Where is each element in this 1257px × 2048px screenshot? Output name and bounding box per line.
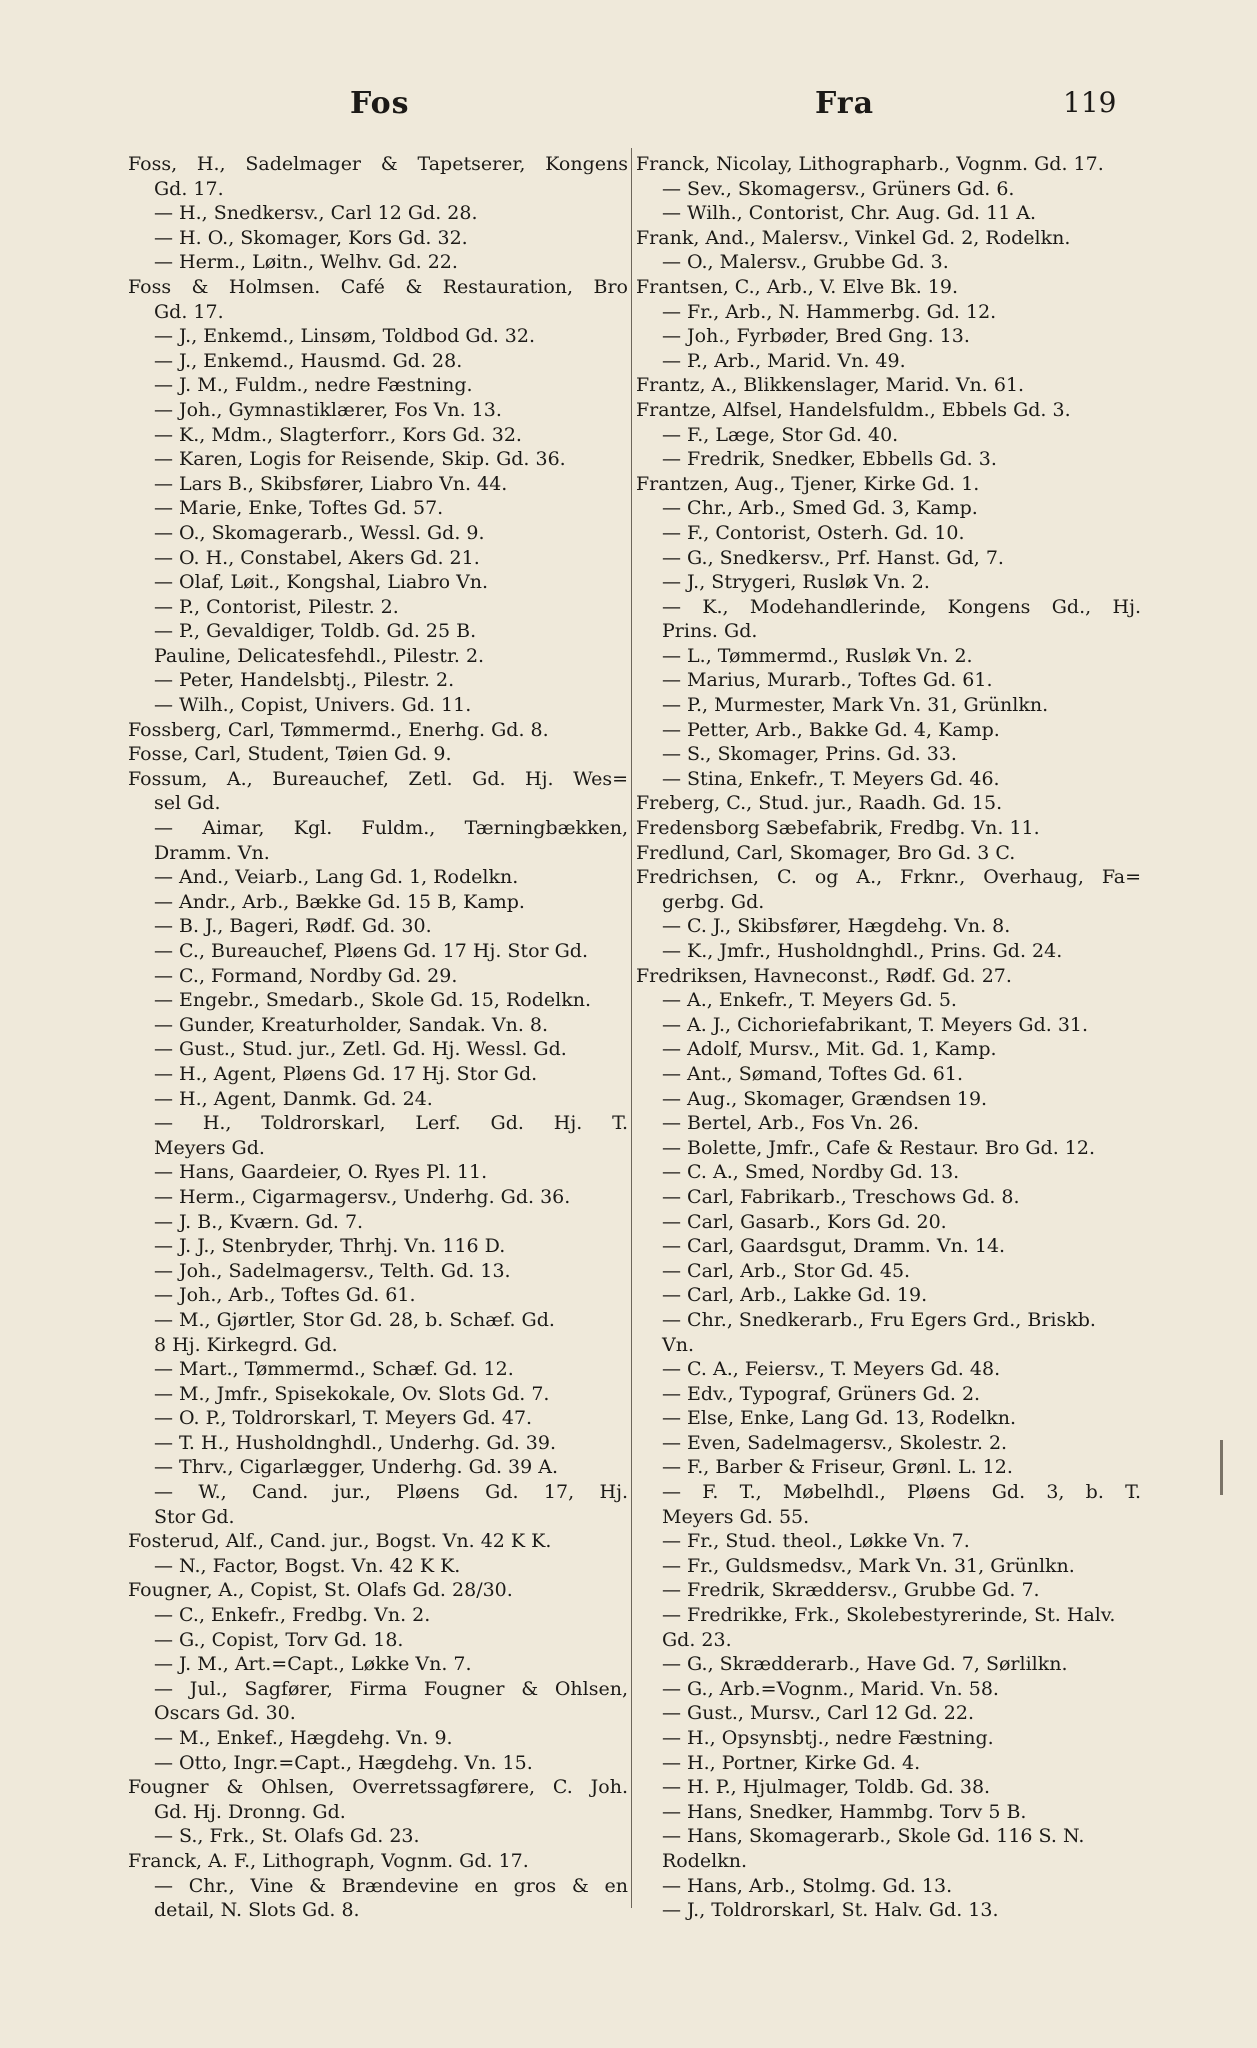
directory-entry-line: — O. P., Toldrorskarl, T. Meyers Gd. 47. — [154, 1407, 533, 1430]
directory-entry-line: Fredrichsen, C. og A., Frknr., Overhaug, Fa= — [636, 866, 1141, 889]
directory-entry-line: — P., Murmester, Mark Vn. 31, Grünlkn. — [662, 694, 1049, 717]
directory-entry-line: — Joh., Fyrbøder, Bred Gng. 13. — [662, 325, 970, 348]
directory-entry-line: — Wilh., Contorist, Chr. Aug. Gd. 11 A. — [662, 202, 1037, 225]
directory-entry-line: Frank, And., Malersv., Vinkel Gd. 2, Rodelkn. — [636, 226, 1071, 249]
directory-entry-line: Pauline, Delicatesfehdl., Pilestr. 2. — [154, 644, 485, 667]
column-divider — [631, 148, 632, 1908]
directory-entry-line: — H. P., Hjulmager, Toldb. Gd. 38. — [662, 1776, 991, 1799]
directory-entry-line: — J. M., Art.=Capt., Løkke Vn. 7. — [154, 1653, 472, 1676]
directory-entry-line: — S., Skomager, Prins. Gd. 33. — [662, 743, 957, 766]
directory-entry-line: — Herm., Løitn., Welhv. Gd. 22. — [154, 251, 458, 274]
directory-entry-line: — Jul., Sagfører, Firma Fougner & Ohlsen, — [154, 1677, 628, 1700]
directory-entry-line: — B. J., Bageri, Rødf. Gd. 30. — [154, 915, 432, 938]
directory-entry-line: — J., Enkemd., Hausmd. Gd. 28. — [154, 349, 463, 372]
directory-entry-line: Fredensborg Sæbefabrik, Fredbg. Vn. 11. — [636, 817, 1040, 840]
directory-entry-line: Fougner & Ohlsen, Overretssagførere, C. Joh. — [128, 1776, 628, 1799]
directory-entry-line: Fossberg, Carl, Tømmermd., Enerhg. Gd. 8. — [128, 718, 549, 741]
running-head-left: Fos — [350, 86, 410, 121]
directory-entry-line: — N., Factor, Bogst. Vn. 42 K K. — [154, 1554, 461, 1577]
directory-entry-line: — P., Arb., Marid. Vn. 49. — [662, 349, 906, 372]
directory-entry-line: — Lars B., Skibsfører, Liabro Vn. 44. — [154, 472, 508, 495]
directory-entry-line: — J. B., Kværn. Gd. 7. — [154, 1210, 364, 1233]
directory-entry-line: — H., Agent, Danmk. Gd. 24. — [154, 1087, 433, 1110]
directory-entry-line: — G., Snedkersv., Prf. Hanst. Gd, 7. — [662, 546, 1004, 569]
directory-entry-line: Foss, H., Sadelmager & Tapetserer, Kongens — [128, 153, 628, 175]
directory-entry-line: — C., Bureauchef, Pløens Gd. 17 Hj. Stor Gd. — [154, 940, 589, 962]
directory-entry-line: — Gust., Stud. jur., Zetl. Gd. Hj. Wessl. Gd. — [154, 1038, 567, 1061]
directory-entry-line: — Fredrik, Skræddersv., Grubbe Gd. 7. — [662, 1579, 1040, 1602]
directory-entry-line: — Carl, Arb., Lakke Gd. 19. — [662, 1284, 928, 1307]
directory-entry-line: — M., Gjørtler, Stor Gd. 28, b. Schæf. Gd. — [154, 1308, 555, 1331]
directory-entry-line: Fougner, A., Copist, St. Olafs Gd. 28/30. — [128, 1579, 513, 1602]
directory-entry-line: — Marius, Murarb., Toftes Gd. 61. — [662, 669, 993, 692]
directory-entry-line: — Carl, Gaardsgut, Dramm. Vn. 14. — [662, 1235, 1006, 1258]
directory-entry-line: — Ant., Sømand, Toftes Gd. 61. — [662, 1062, 964, 1085]
directory-entry-line: — H. O., Skomager, Kors Gd. 32. — [154, 226, 468, 249]
running-head-right: Fra — [815, 86, 875, 121]
directory-entry-line: — Bolette, Jmfr., Cafe & Restaur. Bro Gd. 12. — [662, 1136, 1096, 1159]
directory-entry-line: — Fredrikke, Frk., Skolebestyrerinde, St. Halv. — [662, 1604, 1116, 1627]
directory-entry-line: — M., Jmfr., Spisekokale, Ov. Slots Gd. 7. — [154, 1382, 550, 1405]
directory-entry-line: — C., Formand, Nordby Gd. 29. — [154, 964, 458, 987]
directory-entry-line: — P., Gevaldiger, Toldb. Gd. 25 B. — [154, 620, 477, 643]
directory-entry-line: Foss & Holmsen. Café & Restauration, Bro — [128, 275, 628, 298]
directory-entry-line: — P., Contorist, Pilestr. 2. — [154, 595, 399, 618]
directory-entry-line: Prins. Gd. — [662, 620, 758, 643]
directory-entry-line: — Fredrik, Snedker, Ebbells Gd. 3. — [662, 448, 997, 471]
directory-entry-line: Fossum, A., Bureauchef, Zetl. Gd. Hj. Wes= — [128, 767, 628, 790]
directory-entry-line: — Adolf, Mursv., Mit. Gd. 1, Kamp. — [662, 1038, 997, 1061]
directory-entry-line: — C. A., Feiersv., T. Meyers Gd. 48. — [662, 1358, 1001, 1381]
directory-entry-line: Rodelkn. — [662, 1849, 748, 1872]
directory-entry-line: — G., Arb.=Vognm., Marid. Vn. 58. — [662, 1677, 999, 1700]
directory-entry-line: — F., Læge, Stor Gd. 40. — [662, 423, 899, 446]
directory-entry-line: Frantze, Alfsel, Handelsfuldm., Ebbels Gd. 3. — [636, 398, 1071, 421]
directory-entry-line: — C., Enkefr., Fredbg. Vn. 2. — [154, 1604, 431, 1627]
directory-entry-line: Vn. — [662, 1333, 694, 1356]
directory-entry-line: — Bertel, Arb., Fos Vn. 26. — [662, 1112, 920, 1135]
directory-entry-line: — G., Copist, Torv Gd. 18. — [154, 1628, 404, 1651]
directory-entry-line: — H., Agent, Pløens Gd. 17 Hj. Stor Gd. — [154, 1062, 538, 1085]
directory-entry-line: — Aug., Skomager, Grændsen 19. — [662, 1087, 988, 1110]
directory-entry-line: — Petter, Arb., Bakke Gd. 4, Kamp. — [662, 718, 1000, 741]
directory-entry-line: — W., Cand. jur., Pløens Gd. 17, Hj. — [154, 1481, 628, 1504]
directory-entry-line: — Edv., Typograf, Grüners Gd. 2. — [662, 1382, 981, 1405]
directory-entry-line: — L., Tømmermd., Rusløk Vn. 2. — [662, 644, 973, 667]
directory-entry-line: — J., Toldrorskarl, St. Halv. Gd. 13. — [662, 1899, 999, 1922]
directory-entry-line: — Carl, Fabrikarb., Treschows Gd. 8. — [662, 1185, 1020, 1208]
directory-entry-line: — C. A., Smed, Nordby Gd. 13. — [662, 1161, 960, 1184]
directory-entry-line: — F., Contorist, Osterh. Gd. 10. — [662, 521, 965, 544]
directory-entry-line: — Gust., Mursv., Carl 12 Gd. 22. — [662, 1702, 974, 1725]
directory-entry-line: — Chr., Arb., Smed Gd. 3, Kamp. — [662, 497, 978, 520]
page-number: 119 — [1063, 86, 1117, 119]
directory-entry-line: — C. J., Skibsfører, Hægdehg. Vn. 8. — [662, 915, 1011, 938]
directory-entry-line: — Carl, Arb., Stor Gd. 45. — [662, 1259, 911, 1282]
directory-entry-line: Gd. Hj. Dronng. Gd. — [154, 1800, 346, 1823]
directory-entry-line: — F. T., Møbelhdl., Pløens Gd. 3, b. T. — [662, 1481, 1141, 1504]
directory-entry-line: — A. J., Cichoriefabrikant, T. Meyers Gd. 31. — [662, 1013, 1089, 1036]
directory-entry-line: — Hans, Snedker, Hammbg. Torv 5 B. — [662, 1800, 1027, 1823]
directory-entry-line: Gd. 17. — [154, 177, 224, 200]
directory-entry-line: — Joh., Arb., Toftes Gd. 61. — [154, 1284, 416, 1307]
directory-entry-line: — Marie, Enke, Toftes Gd. 57. — [154, 497, 444, 520]
directory-entry-line: Stor Gd. — [154, 1505, 235, 1528]
directory-entry-line: — And., Veiarb., Lang Gd. 1, Rodelkn. — [154, 866, 519, 889]
directory-entry-line: sel Gd. — [154, 792, 221, 815]
directory-entry-line: — G., Skrædderarb., Have Gd. 7, Sørlilkn. — [662, 1653, 1068, 1676]
directory-entry-line: Gd. 23. — [662, 1628, 732, 1651]
right-column — [636, 152, 1141, 1923]
directory-entry-line: — Wilh., Copist, Univers. Gd. 11. — [154, 694, 472, 717]
directory-entry-line: — K., Jmfr., Husholdnghdl., Prins. Gd. 24. — [662, 940, 1063, 962]
directory-entry-line: — Even, Sadelmagersv., Skolestr. 2. — [662, 1431, 1008, 1454]
directory-entry-line: — T. H., Husholdnghdl., Underhg. Gd. 39. — [154, 1431, 557, 1454]
directory-entry-line: — J. J., Stenbryder, Thrhj. Vn. 116 D. — [154, 1235, 506, 1258]
directory-entry-line: — O. H., Constabel, Akers Gd. 21. — [154, 546, 480, 569]
left-column — [128, 152, 628, 1923]
directory-entry-line: — Carl, Gasarb., Kors Gd. 20. — [662, 1210, 947, 1233]
directory-entry-line: — J. M., Fuldm., nedre Fæstning. — [154, 374, 473, 397]
directory-entry-line: 8 Hj. Kirkegrd. Gd. — [154, 1333, 338, 1356]
directory-entry-line: — Else, Enke, Lang Gd. 13, Rodelkn. — [662, 1407, 1017, 1430]
directory-entry-line: — O., Malersv., Grubbe Gd. 3. — [662, 251, 949, 274]
directory-entry-line: — Olaf, Løit., Kongshal, Liabro Vn. — [154, 571, 489, 594]
directory-entry-line: — Otto, Ingr.=Capt., Hægdehg. Vn. 15. — [154, 1751, 533, 1774]
directory-entry-line: — Hans, Arb., Stolmg. Gd. 13. — [662, 1874, 953, 1897]
directory-entry-line: Dramm. Vn. — [154, 841, 270, 864]
directory-entry-line: — Aimar, Kgl. Fuldm., Tærningbækken, — [154, 817, 628, 840]
directory-entry-line: — Sev., Skomagersv., Grüners Gd. 6. — [662, 177, 1015, 200]
directory-entry-line: — Hans, Gaardeier, O. Ryes Pl. 11. — [154, 1161, 488, 1184]
directory-entry-line: — M., Enkef., Hægdehg. Vn. 9. — [154, 1727, 453, 1749]
directory-entry-line: Frantzen, Aug., Tjener, Kirke Gd. 1. — [636, 472, 980, 495]
directory-entry-line: Fosse, Carl, Student, Tøien Gd. 9. — [128, 743, 452, 766]
directory-entry-line: — Mart., Tømmermd., Schæf. Gd. 12. — [154, 1358, 514, 1381]
directory-entry-line: Meyers Gd. 55. — [662, 1505, 810, 1528]
directory-entry-line: — S., Frk., St. Olafs Gd. 23. — [154, 1825, 420, 1848]
directory-entry-line: — Chr., Snedkerarb., Fru Egers Grd., Briskb. — [662, 1308, 1096, 1331]
directory-entry-line: — H., Opsynsbtj., nedre Fæstning. — [662, 1727, 994, 1749]
directory-entry-line: — Karen, Logis for Reisende, Skip. Gd. 36. — [154, 448, 566, 471]
directory-entry-line: — H., Portner, Kirke Gd. 4. — [662, 1751, 921, 1774]
directory-entry-line: — A., Enkefr., T. Meyers Gd. 5. — [662, 989, 957, 1012]
directory-entry-line: — Stina, Enkefr., T. Meyers Gd. 46. — [662, 767, 1000, 790]
directory-entry-line: — Fr., Stud. theol., Løkke Vn. 7. — [662, 1530, 970, 1553]
directory-entry-line: — F., Barber & Friseur, Grønl. L. 12. — [662, 1456, 1013, 1479]
directory-entry-line: — K., Mdm., Slagterforr., Kors Gd. 32. — [154, 423, 522, 446]
page-header — [0, 86, 1257, 126]
directory-entry-line: — Chr., Vine & Brændevine en gros & en — [154, 1874, 628, 1897]
directory-entry-line: — Thrv., Cigarlægger, Underhg. Gd. 39 A. — [154, 1456, 559, 1479]
directory-entry-line: — J., Enkemd., Linsøm, Toldbod Gd. 32. — [154, 325, 535, 348]
directory-entry-line: — Fr., Arb., N. Hammerbg. Gd. 12. — [662, 300, 997, 323]
directory-entry-line: — Fr., Guldsmedsv., Mark Vn. 31, Grünlkn. — [662, 1554, 1075, 1577]
directory-entry-line: — Hans, Skomagerarb., Skole Gd. 116 S. N. — [662, 1825, 1085, 1848]
directory-entry-line: — Gunder, Kreaturholder, Sandak. Vn. 8. — [154, 1013, 549, 1036]
directory-entry-line: — K., Modehandlerinde, Kongens Gd., Hj. — [662, 595, 1141, 618]
directory-entry-line: Meyers Gd. — [154, 1136, 265, 1159]
directory-entry-line: Freberg, C., Stud. jur., Raadh. Gd. 15. — [636, 792, 1003, 815]
directory-entry-line: Franck, A. F., Lithograph, Vognm. Gd. 17. — [128, 1849, 529, 1872]
directory-entry-line: — Engebr., Smedarb., Skole Gd. 15, Rodelkn. — [154, 989, 591, 1012]
directory-entry-line: gerbg. Gd. — [662, 890, 765, 913]
directory-entry-line: Gd. 17. — [154, 300, 224, 323]
directory-entry-line: Franck, Nicolay, Lithographarb., Vognm. Gd. 17. — [636, 153, 1104, 175]
directory-entry-line: Frantsen, C., Arb., V. Elve Bk. 19. — [636, 275, 959, 298]
directory-entry-line: — H., Toldrorskarl, Lerf. Gd. Hj. T. — [154, 1112, 628, 1135]
directory-entry-line: Oscars Gd. 30. — [154, 1702, 296, 1725]
directory-entry-line: — Herm., Cigarmagersv., Underhg. Gd. 36. — [154, 1185, 571, 1208]
page-edge-mark — [1220, 1440, 1223, 1495]
directory-entry-line: — Andr., Arb., Bække Gd. 15 B, Kamp. — [154, 890, 525, 913]
directory-entry-line: — Joh., Sadelmagersv., Telth. Gd. 13. — [154, 1259, 511, 1282]
directory-entry-line: Fredlund, Carl, Skomager, Bro Gd. 3 C. — [636, 841, 1016, 864]
directory-entry-line: — J., Strygeri, Rusløk Vn. 2. — [662, 571, 930, 594]
directory-entry-line: Fredriksen, Havneconst., Rødf. Gd. 27. — [636, 964, 1012, 987]
directory-entry-line: — O., Skomagerarb., Wessl. Gd. 9. — [154, 521, 485, 544]
directory-entry-line: — Peter, Handelsbtj., Pilestr. 2. — [154, 669, 455, 692]
directory-entry-line: — H., Snedkersv., Carl 12 Gd. 28. — [154, 202, 478, 225]
directory-entry-line: detail, N. Slots Gd. 8. — [154, 1899, 360, 1922]
directory-entry-line: — Joh., Gymnastiklærer, Fos Vn. 13. — [154, 398, 502, 421]
directory-entry-line: Fosterud, Alf., Cand. jur., Bogst. Vn. 42 K K. — [128, 1530, 552, 1553]
directory-entry-line: Frantz, A., Blikkenslager, Marid. Vn. 61. — [636, 374, 1025, 397]
